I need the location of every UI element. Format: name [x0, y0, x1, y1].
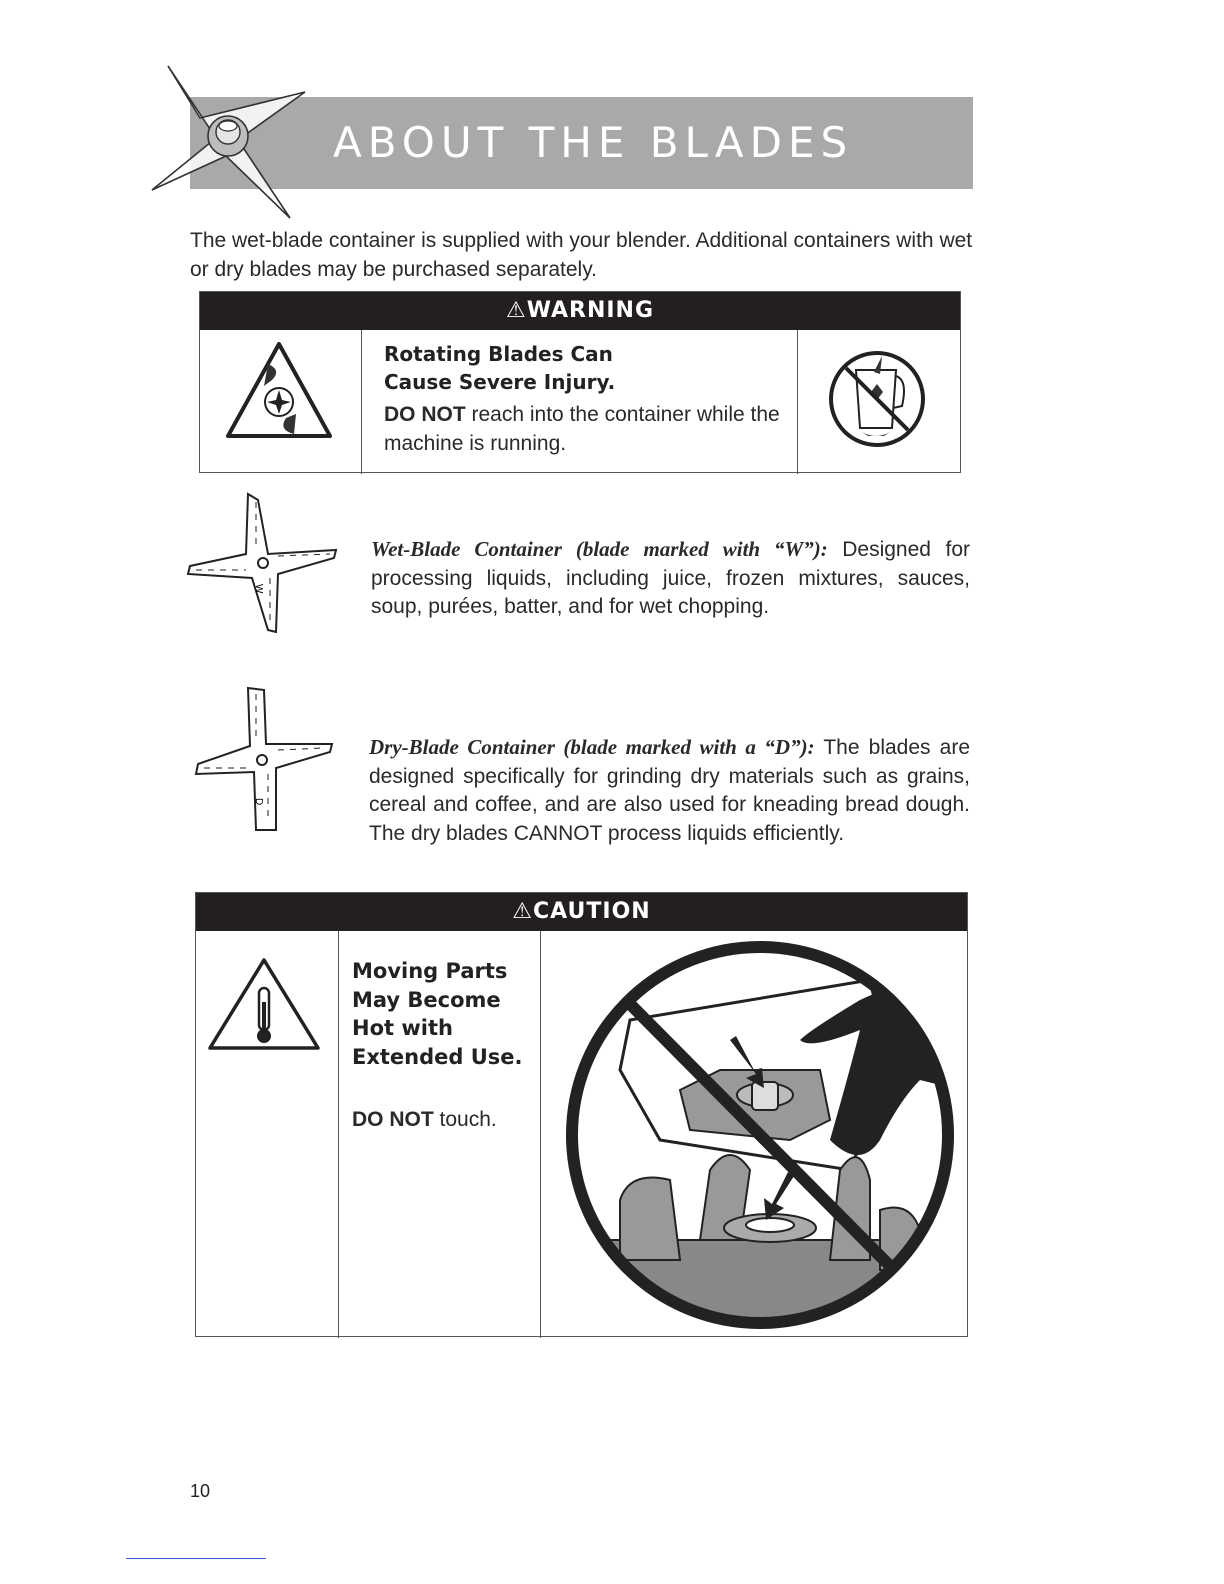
blade-hazard-icon	[224, 340, 334, 442]
divider	[338, 931, 339, 1338]
do-not-touch-drive-illustration	[560, 940, 960, 1330]
footer-rule	[126, 1558, 266, 1559]
hot-surface-icon	[206, 956, 322, 1054]
page-number: 10	[190, 1481, 211, 1501]
caution-text: DO NOT touch.	[352, 1108, 497, 1131]
blade-mark-label: W	[253, 584, 264, 594]
warning-heading: Rotating Blades Can Cause Severe Injury.	[384, 342, 616, 394]
caution-heading: Moving Parts May Become Hot with Extended Use.	[352, 959, 523, 1069]
dry-blade-description: Dry-Blade Container (blade marked with a “D”): The blades are designed specifically for grinding dry materials such as grains, cereal and coffee, and are also used for kneading bread dough. The dry blades CANNOT process liquids efficiently.	[369, 735, 970, 845]
caution-header	[196, 893, 967, 931]
warning-label: WARNING	[526, 298, 655, 323]
no-hands-in-container-icon	[826, 348, 928, 450]
page-title: ABOUT THE BLADES	[333, 118, 854, 167]
intro-paragraph: The wet-blade container is supplied with your blender. Additional containers with wet or dry blades may be purchased separately.	[190, 229, 973, 281]
blade-mark-label: D	[253, 798, 264, 806]
warning-text: DO NOT reach into the container while the machine is running.	[384, 403, 780, 455]
blade-icon	[140, 58, 320, 228]
divider	[361, 330, 362, 474]
warning-header	[200, 292, 960, 330]
wet-blade-description: Wet-Blade Container (blade marked with “W”): Designed for processing liquids, including juice, frozen mixtures, sauces, soup, purées, batter, and for wet chopping.	[371, 537, 970, 618]
divider	[797, 330, 798, 474]
dry-blade-icon	[192, 686, 336, 834]
caution-label: CAUTION	[533, 899, 651, 924]
wet-blade-icon	[186, 492, 340, 634]
warning-triangle-icon: ⚠	[505, 298, 527, 323]
warning-triangle-icon: ⚠	[512, 899, 534, 924]
divider	[540, 931, 541, 1338]
